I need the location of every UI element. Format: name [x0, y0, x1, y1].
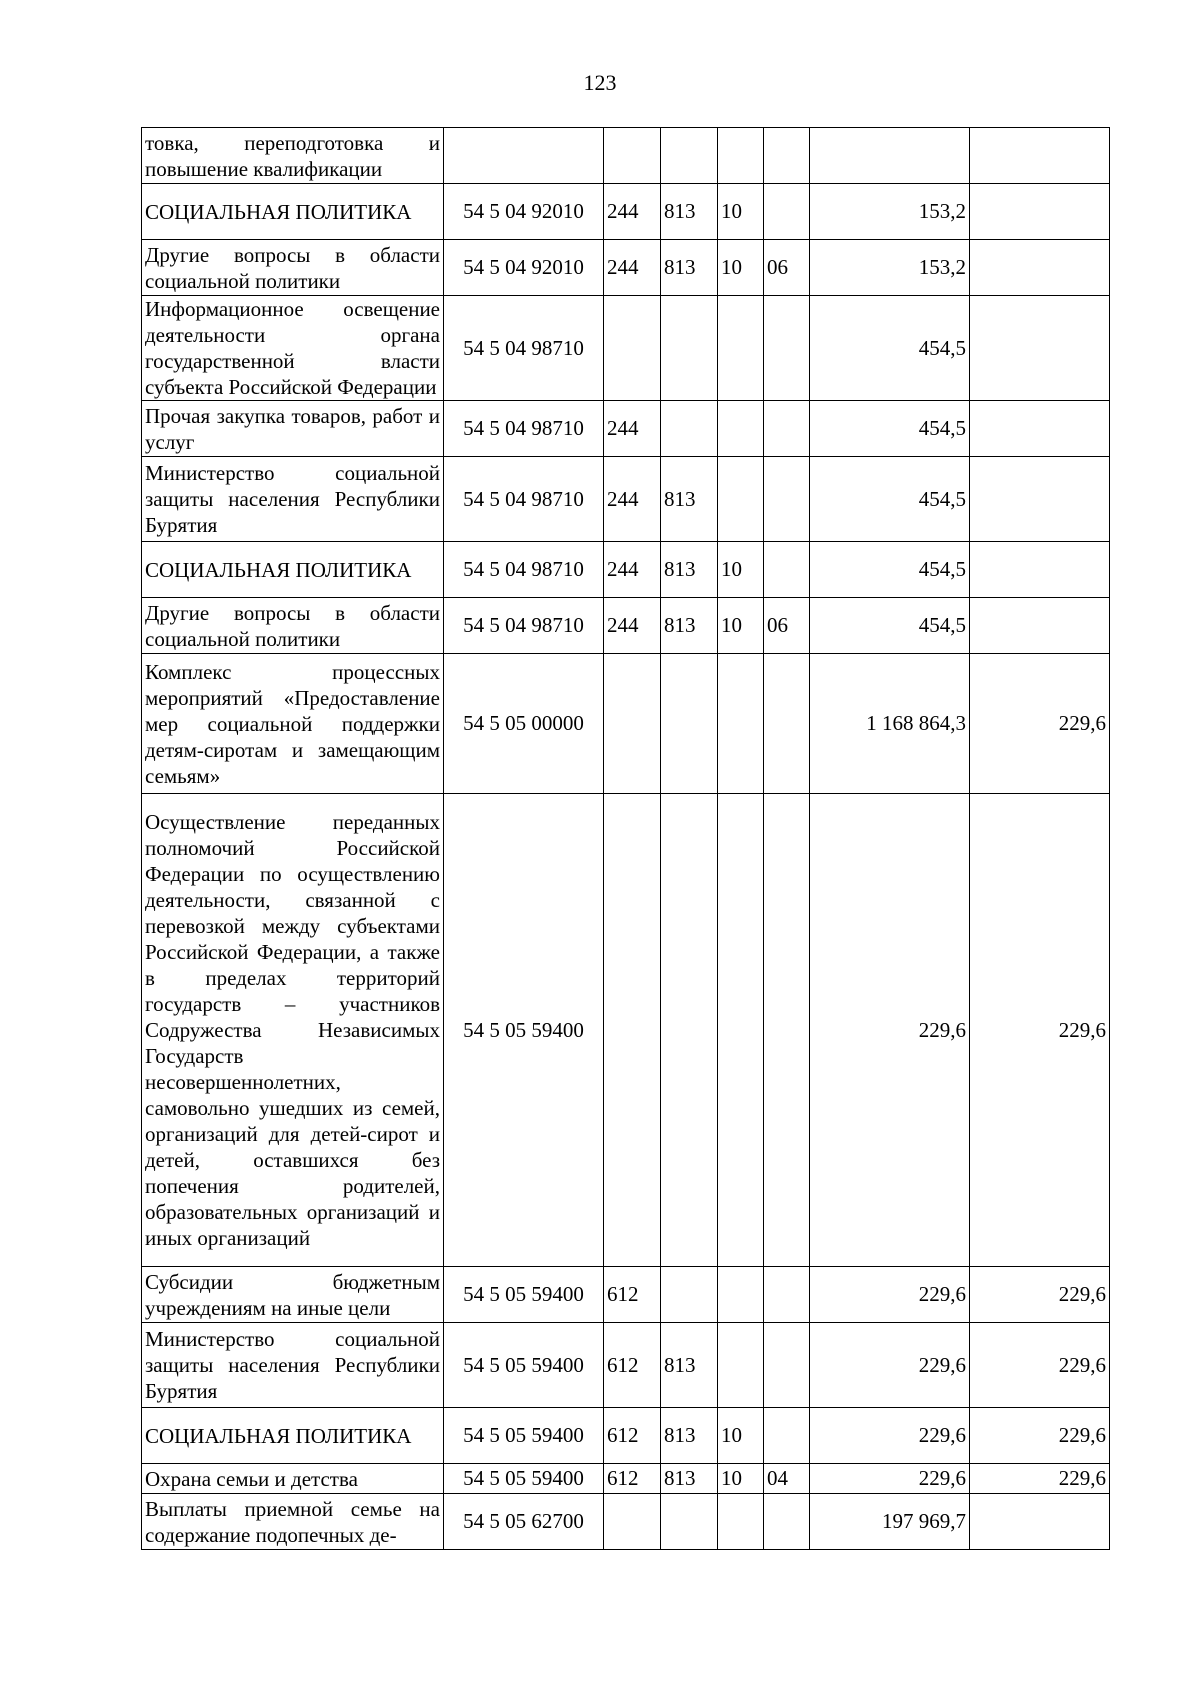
row-amount-federal: 229,6: [970, 1464, 1110, 1494]
row-section: [718, 794, 764, 1267]
row-amount-federal: [970, 542, 1110, 598]
row-amount-total: 229,6: [810, 1464, 970, 1494]
row-target-article: 54 5 05 59400: [444, 794, 604, 1267]
budget-table: [141, 127, 1110, 1550]
row-amount-total: 229,6: [810, 1323, 970, 1408]
row-subsection: [764, 1408, 810, 1464]
row-subsection: [764, 794, 810, 1267]
row-subsection: 04: [764, 1464, 810, 1494]
row-subsection: [764, 128, 810, 184]
row-expense-type: 244: [604, 401, 661, 457]
row-ministry-code: [661, 1267, 718, 1323]
row-target-article: 54 5 04 98710: [444, 457, 604, 542]
row-ministry-code: [661, 296, 718, 401]
row-expense-type: [604, 654, 661, 794]
row-target-article: 54 5 04 92010: [444, 240, 604, 296]
table-row: [142, 240, 1110, 296]
table-row: [142, 1494, 1110, 1550]
row-amount-federal: 229,6: [970, 654, 1110, 794]
table-row: [142, 654, 1110, 794]
row-target-article: 54 5 05 62700: [444, 1494, 604, 1550]
row-description: Прочая закупка товаров, работ и услуг: [142, 401, 444, 457]
row-expense-type: [604, 794, 661, 1267]
row-amount-federal: [970, 240, 1110, 296]
row-amount-total: 454,5: [810, 296, 970, 401]
row-description: Министерство социальной защиты населения Республики Бурятия: [142, 1323, 444, 1408]
row-description: Охрана семьи и детства: [142, 1464, 444, 1494]
row-target-article: 54 5 05 59400: [444, 1267, 604, 1323]
row-description: Информационное освещение деятельности органа государственной власти субъекта Российской Федерации: [142, 296, 444, 401]
table-row: [142, 1464, 1110, 1494]
row-target-article: 54 5 04 98710: [444, 296, 604, 401]
row-amount-federal: 229,6: [970, 1267, 1110, 1323]
table-row: [142, 296, 1110, 401]
row-ministry-code: 813: [661, 1408, 718, 1464]
row-amount-federal: [970, 184, 1110, 240]
row-section: [718, 1323, 764, 1408]
row-description: Другие вопросы в области социальной политики: [142, 598, 444, 654]
page-number: 123: [583, 70, 617, 95]
row-expense-type: 244: [604, 240, 661, 296]
row-target-article: 54 5 05 59400: [444, 1323, 604, 1408]
row-expense-type: 612: [604, 1408, 661, 1464]
row-ministry-code: 813: [661, 598, 718, 654]
row-amount-total: 197 969,7: [810, 1494, 970, 1550]
table-row: [142, 1323, 1110, 1408]
row-section: 10: [718, 240, 764, 296]
row-amount-federal: 229,6: [970, 794, 1110, 1267]
row-expense-type: 244: [604, 457, 661, 542]
row-expense-type: [604, 128, 661, 184]
row-section: 10: [718, 1408, 764, 1464]
table-row: [142, 598, 1110, 654]
row-section: 10: [718, 542, 764, 598]
row-section: [718, 457, 764, 542]
row-amount-total: 229,6: [810, 794, 970, 1267]
row-amount-federal: [970, 128, 1110, 184]
table-row: [142, 184, 1110, 240]
row-target-article: 54 5 05 00000: [444, 654, 604, 794]
row-subsection: 06: [764, 598, 810, 654]
row-amount-federal: 229,6: [970, 1408, 1110, 1464]
table-row: [142, 128, 1110, 184]
row-section: [718, 654, 764, 794]
row-ministry-code: 813: [661, 542, 718, 598]
row-amount-total: 454,5: [810, 457, 970, 542]
row-section: [718, 128, 764, 184]
row-expense-type: 244: [604, 184, 661, 240]
row-target-article: 54 5 04 98710: [444, 542, 604, 598]
row-section: [718, 401, 764, 457]
row-subsection: [764, 184, 810, 240]
row-amount-federal: [970, 457, 1110, 542]
row-target-article: 54 5 05 59400: [444, 1408, 604, 1464]
row-expense-type: 612: [604, 1267, 661, 1323]
row-section: 10: [718, 184, 764, 240]
row-amount-total: 229,6: [810, 1267, 970, 1323]
table-row: [142, 542, 1110, 598]
row-ministry-code: 813: [661, 184, 718, 240]
row-amount-total: 454,5: [810, 401, 970, 457]
row-description: Выплаты приемной семье на содержание подопечных де-: [142, 1494, 444, 1550]
row-amount-federal: 229,6: [970, 1323, 1110, 1408]
table-row: [142, 1408, 1110, 1464]
row-amount-total: 229,6: [810, 1408, 970, 1464]
row-ministry-code: [661, 1494, 718, 1550]
table-body: [142, 128, 1110, 1550]
row-expense-type: 612: [604, 1464, 661, 1494]
row-expense-type: 244: [604, 542, 661, 598]
row-subsection: [764, 1494, 810, 1550]
table-row: [142, 1267, 1110, 1323]
row-amount-total: 1 168 864,3: [810, 654, 970, 794]
row-ministry-code: [661, 128, 718, 184]
row-ministry-code: 813: [661, 1323, 718, 1408]
row-amount-total: 454,5: [810, 542, 970, 598]
row-subsection: [764, 296, 810, 401]
row-expense-type: [604, 1494, 661, 1550]
row-amount-total: 153,2: [810, 240, 970, 296]
row-subsection: [764, 1323, 810, 1408]
row-amount-federal: [970, 598, 1110, 654]
row-section: [718, 296, 764, 401]
row-subsection: [764, 542, 810, 598]
row-description: Комплекс процессных мероприятий «Предоставление мер социальной поддержки детям-сиротам и замещающим семьям»: [142, 654, 444, 794]
row-expense-type: [604, 296, 661, 401]
row-target-article: 54 5 04 98710: [444, 401, 604, 457]
table-row: [142, 457, 1110, 542]
row-subsection: [764, 457, 810, 542]
row-section: 10: [718, 598, 764, 654]
row-amount-federal: [970, 1494, 1110, 1550]
row-description: Осуществление переданных полномочий Российской Федерации по осуществлению деятельности, связанной с перевозкой между субъектами Российской Федерации, а также в пределах территорий государств – участников Содружества Независимых Государств несовершеннолетних, самовольно ушедших из семей, организаций для детей-сирот и детей, оставшихся без попечения родителей, образовательных организаций и иных организаций: [142, 794, 444, 1267]
row-target-article: 54 5 05 59400: [444, 1464, 604, 1494]
row-subsection: [764, 1267, 810, 1323]
row-ministry-code: 813: [661, 240, 718, 296]
row-ministry-code: 813: [661, 457, 718, 542]
row-description: СОЦИАЛЬНАЯ ПОЛИТИКА: [142, 542, 444, 598]
row-description: Министерство социальной защиты населения Республики Бурятия: [142, 457, 444, 542]
row-expense-type: 244: [604, 598, 661, 654]
row-description: Субсидии бюджетным учреждениям на иные цели: [142, 1267, 444, 1323]
row-ministry-code: 813: [661, 1464, 718, 1494]
row-amount-total: [810, 128, 970, 184]
row-amount-total: 454,5: [810, 598, 970, 654]
row-description: СОЦИАЛЬНАЯ ПОЛИТИКА: [142, 184, 444, 240]
row-target-article: 54 5 04 98710: [444, 598, 604, 654]
row-ministry-code: [661, 654, 718, 794]
row-description: товка, переподготовка и повышение квалификации: [142, 128, 444, 184]
row-amount-total: 153,2: [810, 184, 970, 240]
table-row: [142, 794, 1110, 1267]
row-expense-type: 612: [604, 1323, 661, 1408]
row-description: СОЦИАЛЬНАЯ ПОЛИТИКА: [142, 1408, 444, 1464]
row-subsection: [764, 654, 810, 794]
row-section: [718, 1494, 764, 1550]
row-target-article: 54 5 04 92010: [444, 184, 604, 240]
row-target-article: [444, 128, 604, 184]
row-amount-federal: [970, 296, 1110, 401]
row-subsection: 06: [764, 240, 810, 296]
row-description: Другие вопросы в области социальной политики: [142, 240, 444, 296]
row-subsection: [764, 401, 810, 457]
table-row: [142, 401, 1110, 457]
row-ministry-code: [661, 401, 718, 457]
row-ministry-code: [661, 794, 718, 1267]
row-section: [718, 1267, 764, 1323]
row-amount-federal: [970, 401, 1110, 457]
row-section: 10: [718, 1464, 764, 1494]
